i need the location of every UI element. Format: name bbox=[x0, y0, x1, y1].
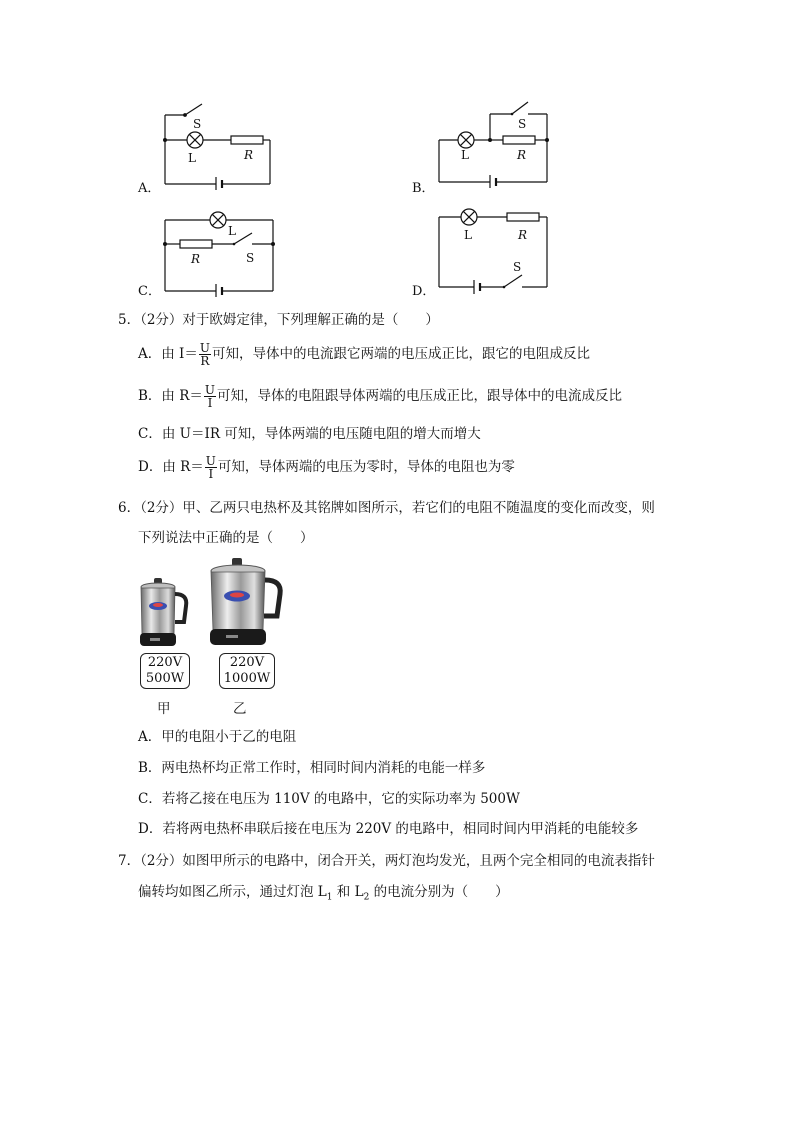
circuit-diagram-b bbox=[434, 96, 554, 188]
kettle-yi-label: 乙 bbox=[233, 701, 247, 717]
nameplate-power: 1000W bbox=[223, 671, 271, 686]
switch-label: S bbox=[513, 260, 522, 274]
circuit-diagram-d bbox=[434, 203, 554, 295]
q6-stem-line1: 6．（2分）甲、乙两只电热杯及其铭牌如图所示，若它们的电阻不随温度的变化而改变，则 bbox=[118, 500, 655, 516]
nameplate-power: 500W bbox=[145, 671, 185, 686]
q6-stem-line2: 下列说法中正确的是（ ） bbox=[138, 530, 314, 546]
q6-option-d[interactable]: D．若将两电热杯串联后接在电压为 220V 的电路中，相同时间内甲消耗的电能较多 bbox=[138, 821, 639, 837]
circuit-diagram-a bbox=[160, 98, 280, 190]
q5-option-d[interactable] bbox=[138, 455, 515, 480]
option-text: 可知，导体中的电流跟它两端的电压成正比，跟它的电阻成反比 bbox=[212, 346, 590, 362]
q5-option-a[interactable] bbox=[138, 342, 590, 367]
q5-option-c[interactable]: C．由 U＝IR 可知，导体两端的电压随电阻的增大而增大 bbox=[138, 426, 481, 442]
q7-text: 偏转均如图乙所示，通过灯泡 L bbox=[138, 884, 327, 900]
switch-label: S bbox=[246, 251, 255, 265]
kettle-jia-label: 甲 bbox=[157, 701, 171, 717]
circuit-diagram-c bbox=[160, 205, 280, 297]
resistor-label: R bbox=[517, 148, 527, 162]
option-text: 可知，导体两端的电压为零时，导体的电阻也为零 bbox=[217, 459, 515, 475]
fraction: $\frac{U}{R}$ bbox=[199, 341, 210, 368]
lamp-label: L bbox=[464, 228, 472, 242]
q6-option-b[interactable]: B．两电热杯均正常工作时，相同时间内消耗的电能一样多 bbox=[138, 760, 486, 776]
q5-option-b[interactable] bbox=[138, 384, 622, 409]
nameplate-yi bbox=[219, 653, 275, 689]
q7-text: 和 L bbox=[332, 884, 364, 900]
lamp-label: L bbox=[188, 151, 196, 165]
q6-option-a[interactable]: A．甲的电阻小于乙的电阻 bbox=[138, 729, 297, 745]
q4-option-d[interactable]: D． bbox=[412, 284, 436, 299]
kettle-jia-image bbox=[136, 576, 198, 652]
q4-option-c[interactable]: C． bbox=[138, 284, 161, 299]
q7-stem-line1: 7．（2分）如图甲所示的电路中，闭合开关，两灯泡均发光，且两个完全相同的电流表指针 bbox=[118, 853, 655, 869]
nameplate-voltage: 220V bbox=[147, 655, 183, 670]
resistor-label: R bbox=[518, 228, 528, 242]
lamp-label: L bbox=[228, 224, 236, 238]
option-text: A．由 I＝ bbox=[138, 346, 198, 362]
q4-option-a[interactable]: A． bbox=[138, 181, 161, 196]
switch-label: S bbox=[518, 117, 527, 131]
subscript: 1 bbox=[326, 892, 333, 903]
q6-option-c[interactable]: C．若将乙接在电压为 110V 的电路中，它的实际功率为 500W bbox=[138, 791, 520, 807]
option-text: D．由 R＝ bbox=[138, 459, 204, 475]
switch-label: S bbox=[193, 117, 202, 131]
nameplate-jia bbox=[140, 653, 190, 689]
fraction: $\frac{U}{I}$ bbox=[204, 383, 216, 410]
option-text: B．由 R＝ bbox=[138, 388, 203, 404]
kettle-yi-image bbox=[204, 556, 288, 652]
nameplate-voltage: 220V bbox=[229, 655, 265, 670]
resistor-label: R bbox=[191, 252, 201, 266]
lamp-label: L bbox=[461, 148, 469, 162]
resistor-label: R bbox=[244, 148, 254, 162]
q7-text: 的电流分别为（ ） bbox=[369, 884, 509, 900]
q7-stem-line2 bbox=[138, 883, 509, 907]
option-text: 可知，导体的电阻跟导体两端的电压成正比，跟导体中的电流成反比 bbox=[217, 388, 623, 404]
subscript: 2 bbox=[363, 892, 370, 903]
q5-stem: 5．（2分）对于欧姆定律，下列理解正确的是（ ） bbox=[118, 312, 439, 328]
q4-option-b[interactable]: B． bbox=[412, 181, 435, 196]
fraction: $\frac{U}{I}$ bbox=[205, 454, 216, 481]
